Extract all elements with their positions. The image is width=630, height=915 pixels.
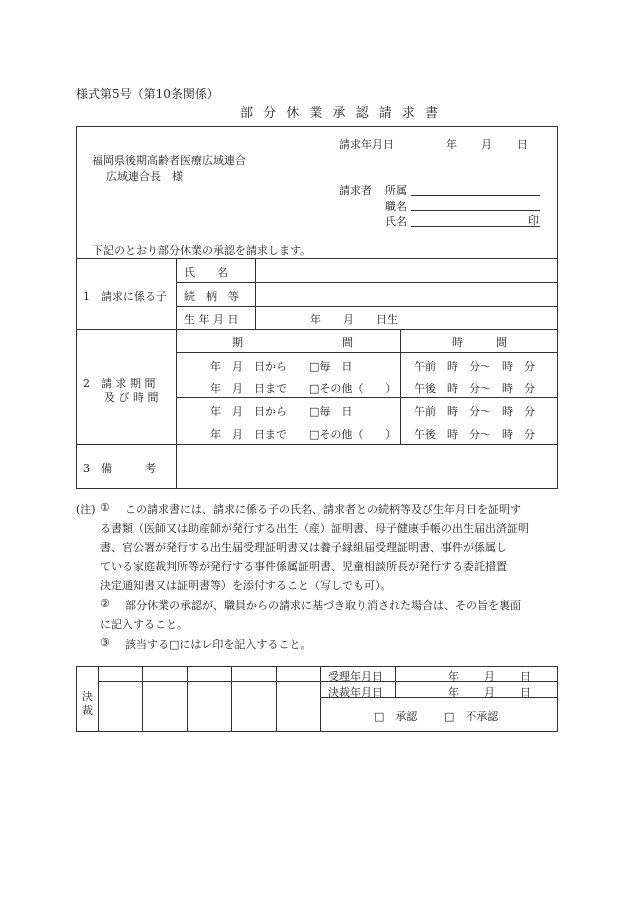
received-month-label: 月 [484,670,495,683]
period-row-1-type[interactable]: □毎 日 [309,360,353,373]
child-birth-value[interactable]: 年 月 日生 [310,313,398,326]
period-row-3-date[interactable]: 年 月 日から [210,405,287,418]
decided-year-label: 年 [448,686,459,699]
period-row-4-time[interactable]: 午後 時 分～ 時 分 [414,428,535,441]
stamp-box-2[interactable] [143,682,186,731]
time-column-header: 時 間 [452,336,507,349]
section3-label: 3 備 考 [83,462,156,475]
form-title: 部 分 休 業 承 認 請 求 書 [240,106,442,121]
child-birth-label: 生 年 月 日 [184,313,239,326]
note-2-mark: ② [100,597,110,610]
note-1-line-4: ている家庭裁判所等が発行する事件係属証明書、児童相談所長が発行する委託措置 [100,560,507,573]
section2-label-line2: 及 び 時 間 [104,391,159,404]
period-row-2-time[interactable]: 午後 時 分～ 時 分 [414,382,535,395]
form-number: 様式第5号（第10条関係） [76,87,219,101]
child-name-label: 氏 名 [184,266,228,279]
approve-checkbox[interactable]: □ 承認 [374,710,418,723]
request-statement: 下記のとおり部分休業の承認を請求します。 [92,244,312,257]
period-row-3-time[interactable]: 午前 時 分～ 時 分 [414,405,535,418]
seal-mark: 印 [528,214,539,227]
stamp-box-4[interactable] [232,682,275,731]
note-2-line-2: に記入すること。 [100,618,188,631]
position-label: 職名 [385,200,407,213]
name-field[interactable] [411,226,540,227]
child-relation-label: 続 柄 等 [184,290,239,303]
stamp-box-5[interactable] [277,682,320,731]
name-label: 氏名 [385,215,407,228]
period-column-header: 期 間 [232,336,353,349]
note-1-line-1: この請求書には、請求に係る子の氏名、請求者との続柄等及び生年月日を証明す [125,503,521,516]
stamp-box-3[interactable] [188,682,231,731]
approval-label-line2: 裁 [82,704,93,717]
note-3-text: 該当する□にはレ印を記入すること。 [125,638,312,651]
period-row-2-date[interactable]: 年 月 日まで [210,382,287,395]
note-3-mark: ③ [100,636,110,649]
decided-month-label: 月 [484,686,495,699]
request-date-day-label: 日 [517,138,528,151]
child-relation-field[interactable] [257,283,556,305]
request-date-year-label: 年 [446,138,457,151]
reject-checkbox[interactable]: □ 不承認 [444,710,499,723]
section2-label-line1: 2 請 求 期 間 [83,377,156,390]
request-date-label: 請求年月日 [339,138,394,151]
notes-prefix: (注) [76,503,96,516]
approval-label-line1: 決 [82,690,93,703]
child-name-field[interactable] [257,259,556,281]
position-field[interactable] [411,210,540,211]
addressee-title: 広域連合長 様 [106,170,183,183]
section1-label: 1 請求に係る子 [83,290,167,303]
request-date-month-label: 月 [481,138,492,151]
note-1-line-3: 書、官公署が発行する出生届受理証明書又は養子縁組届受理証明書、事件が係属し [100,541,507,554]
decided-date-label: 決裁年月日 [328,686,383,699]
period-row-4-type[interactable]: □その他（ ） [309,428,397,441]
stamp-box-1[interactable] [99,682,142,731]
received-year-label: 年 [448,670,459,683]
note-1-mark: ① [100,501,110,514]
remarks-field[interactable] [178,446,556,487]
affiliation-field[interactable] [411,195,540,196]
period-row-4-date[interactable]: 年 月 日まで [210,428,287,441]
received-date-label: 受理年月日 [328,670,383,683]
affiliation-label: 所属 [385,184,407,197]
period-row-3-type[interactable]: □毎 日 [309,405,353,418]
period-row-1-date[interactable]: 年 月 日から [210,360,287,373]
addressee-organization: 福岡県後期高齢者医療広域連合 [92,154,246,167]
received-day-label: 日 [520,670,531,683]
note-2-line-1: 部分休業の承認が、職員からの請求に基づき取り消された場合は、その旨を裏面 [125,599,521,612]
note-1-line-2: る書類（医師又は助産師が発行する出生（産）証明書、母子健康手帳の出生届出済証明 [100,522,529,535]
period-row-2-type[interactable]: □その他（ ） [309,382,397,395]
requester-label: 請求者 [339,184,372,197]
note-1-line-5: 決定通知書又は証明書等）を添付すること（写しでも可）。 [100,579,392,592]
period-row-1-time[interactable]: 午前 時 分～ 時 分 [414,360,535,373]
decided-day-label: 日 [520,686,531,699]
